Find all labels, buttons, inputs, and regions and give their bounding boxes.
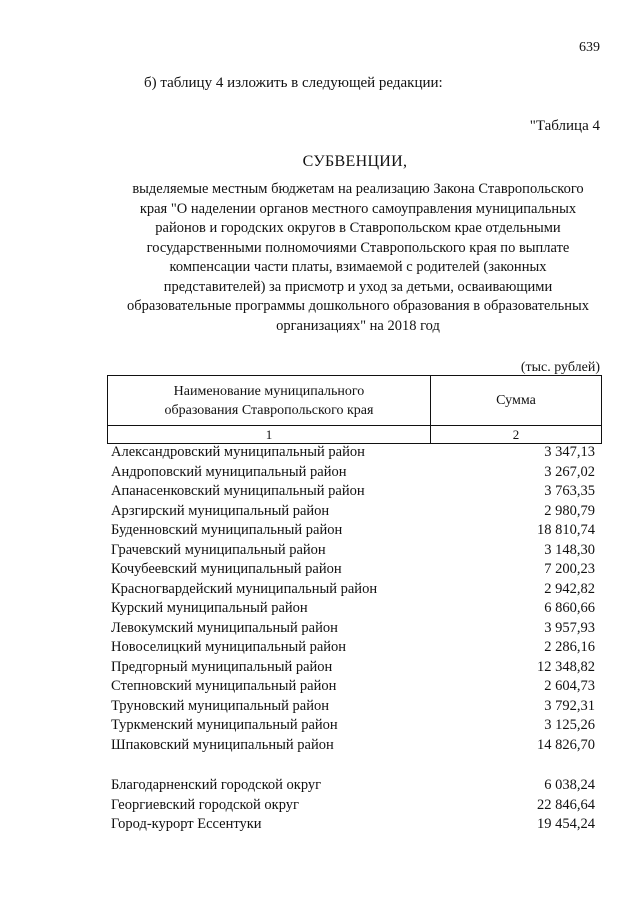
row-value: 3 148,30 <box>544 541 595 558</box>
subtitle-line: образовательные программы дошкольного образования в образовательных <box>126 298 590 314</box>
column-header-name-line: образования Ставропольского края <box>164 402 374 418</box>
row-value: 7 200,23 <box>544 561 595 577</box>
row-value: 2 604,73 <box>544 678 595 694</box>
row-value: 6 860,66 <box>544 600 595 616</box>
city-districts-list <box>111 776 595 835</box>
table-row <box>111 482 595 502</box>
row-name: Город-курорт Ессентуки <box>111 816 262 832</box>
row-value: 3 125,26 <box>544 717 595 733</box>
row-value: 2 286,16 <box>544 639 595 655</box>
table-row <box>111 638 595 658</box>
table-row <box>111 463 595 483</box>
subtitle-line: компенсации части платы, взимаемой с родителей (законных <box>169 259 547 275</box>
row-name: Красногвардейский муниципальный район <box>111 580 378 597</box>
row-name: Туркменский муниципальный район <box>111 717 338 733</box>
table-row <box>111 619 595 639</box>
row-name: Левокумский муниципальный район <box>111 619 338 636</box>
row-value: 14 826,70 <box>537 736 595 753</box>
table-row <box>111 776 595 796</box>
column-header-name-line: Наименование муниципального <box>173 383 365 399</box>
row-value: 2 942,82 <box>544 580 595 597</box>
table-row <box>111 677 595 697</box>
subtitle-line: выделяемые местным бюджетам на реализацию Закона Ставропольского <box>132 181 584 197</box>
row-name: Степновский муниципальный район <box>111 678 337 694</box>
row-name: Арзгирский муниципальный район <box>111 502 330 519</box>
districts-list <box>111 443 595 755</box>
row-value: 2 980,79 <box>544 502 595 519</box>
subtitle-line: организациях" на 2018 год <box>276 317 440 334</box>
table-header <box>107 375 602 444</box>
table-row <box>111 560 595 580</box>
row-value: 3 957,93 <box>544 619 595 636</box>
row-name: Труновский муниципальный район <box>111 697 329 714</box>
row-value: 3 267,02 <box>544 463 595 480</box>
row-name: Георгиевский городской округ <box>111 796 299 813</box>
page-number: 639 <box>579 40 600 55</box>
row-name: Кочубеевский муниципальный район <box>111 561 342 577</box>
column-number: 1 <box>108 426 431 444</box>
row-name: Александровский муниципальный район <box>111 444 365 460</box>
units-label: (тыс. рублей) <box>520 360 600 375</box>
row-value: 3 763,35 <box>544 483 595 499</box>
subtitle-line: края "О наделении органов местного самоуправления муниципальных <box>139 200 577 217</box>
column-header-sum: Сумма <box>431 376 602 426</box>
table-row <box>111 599 595 619</box>
table-row <box>111 716 595 736</box>
row-value: 19 454,24 <box>537 816 595 832</box>
row-name: Грачевский муниципальный район <box>111 541 326 558</box>
document-subtitle <box>108 180 608 336</box>
table-row <box>111 815 595 835</box>
row-name: Благодарненский городской округ <box>111 777 322 793</box>
table-label: "Таблица 4 <box>529 118 600 134</box>
subtitle-line: районов и городских округов в Ставропольском крае отдельными <box>155 220 561 236</box>
row-value: 6 038,24 <box>544 777 595 793</box>
row-value: 12 348,82 <box>537 658 595 675</box>
row-name: Апанасенковский муниципальный район <box>111 483 365 499</box>
intro-line: б) таблицу 4 изложить в следующей редакции: <box>144 75 443 91</box>
row-name: Новоселицкий муниципальный район <box>111 639 347 655</box>
row-name: Курский муниципальный район <box>111 600 308 616</box>
table-row <box>111 736 595 756</box>
subtitle-line: представителей) за присмотр и уход за детьми, осваивающими <box>163 278 553 295</box>
row-name: Предгорный муниципальный район <box>111 658 333 675</box>
row-value: 3 792,31 <box>544 697 595 714</box>
row-value: 3 347,13 <box>544 444 595 460</box>
column-number: 2 <box>431 426 602 444</box>
row-name: Шпаковский муниципальный район <box>111 736 334 753</box>
row-value: 22 846,64 <box>537 796 595 813</box>
table-row <box>111 697 595 717</box>
table-row <box>111 502 595 522</box>
table-row <box>111 580 595 600</box>
table-row <box>111 541 595 561</box>
table-row <box>111 796 595 816</box>
row-name: Буденновский муниципальный район <box>111 522 343 538</box>
table-row <box>111 443 595 463</box>
column-header-name <box>108 376 431 426</box>
row-name: Андроповский муниципальный район <box>111 463 347 480</box>
subtitle-line: государственными полномочиями Ставропольского края по выплате <box>146 239 570 256</box>
table-row <box>111 521 595 541</box>
table-row <box>111 658 595 678</box>
document-title: СУБВЕНЦИИ, <box>302 153 408 170</box>
row-value: 18 810,74 <box>537 522 595 538</box>
